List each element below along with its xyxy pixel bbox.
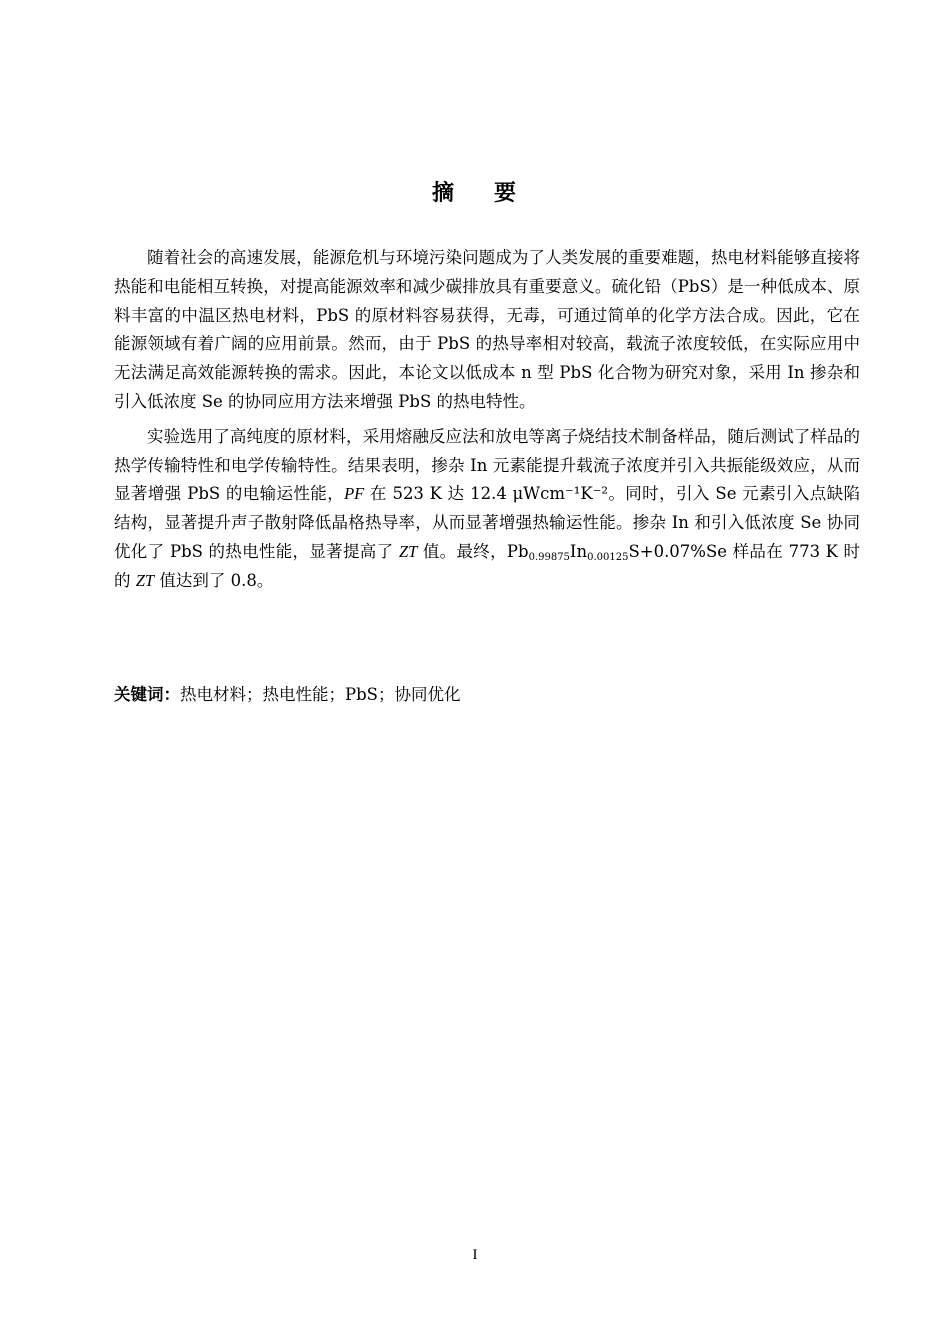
p2-pf-symbol: PF: [344, 484, 365, 504]
p2-subscript-pb: 0.99875: [528, 551, 570, 563]
p2-text-b: 在 523 K 达 12.4 μWcm⁻¹K⁻²。同时，引入 Se 元素引入点缺陷结构，显著提升声子散射降低晶格热导率，从而显著增强热输运性能。掺杂 In 和引入低浓度 Se 协同优化了 PbS 的热电性能，显著提高了: [114, 484, 860, 561]
p2-text-a: 实验选用了高纯度的原材料，采用熔融反应法和放电等离子烧结技术制备样品，随后测试了样品的热学传输特性和电学传输特性。结果表明，掺杂 In 元素能提升载流子浓度并引入共振能级效应，从而显著增强 PbS 的电输运性能，: [114, 426, 860, 504]
abstract-body: [114, 244, 860, 602]
keywords-line: [114, 681, 860, 709]
p2-text-e: S+0.07%Se 样品在 773 K 时的: [114, 541, 861, 590]
page-number: I: [472, 1247, 478, 1263]
keywords-label: 关键词：: [114, 685, 180, 704]
p2-text-f: 值达到了 0.8。: [154, 570, 274, 590]
p2-zt-symbol-1: ZT: [398, 541, 418, 561]
abstract-paragraph-2: [114, 423, 860, 596]
p2-subscript-in: 0.00125: [587, 551, 629, 563]
abstract-title: [0, 178, 950, 210]
abstract-title-part2: 要: [494, 181, 519, 206]
keywords-text: 热电材料；热电性能；PbS；协同优化: [180, 685, 461, 704]
abstract-title-part1: 摘: [431, 181, 456, 206]
abstract-paragraph-1: 随着社会的高速发展，能源危机与环境污染问题成为了人类发展的重要难题，热电材料能够直接将热能和电能相互转换，对提高能源效率和减少碳排放具有重要意义。硫化铅（PbS）是一种低成本、原料丰富的中温区热电材料，PbS 的原材料容易获得，无毒，可通过简单的化学方法合成。因此，它在能源领域有着广阔的应用前景。然而，由于 PbS 的热导率相对较高，载流子浓度较低，在实际应用中无法满足高效能源转换的需求。因此，本论文以低成本 n 型 PbS 化合物为研究对象，采用 In 掺杂和引入低浓度 Se 的协同应用方法来增强 PbS 的热电特性。: [114, 248, 860, 411]
p2-text-d: In: [569, 541, 588, 561]
p2-zt-symbol-2: ZT: [135, 570, 155, 590]
p2-text-c: 值。最终，Pb: [417, 541, 529, 561]
